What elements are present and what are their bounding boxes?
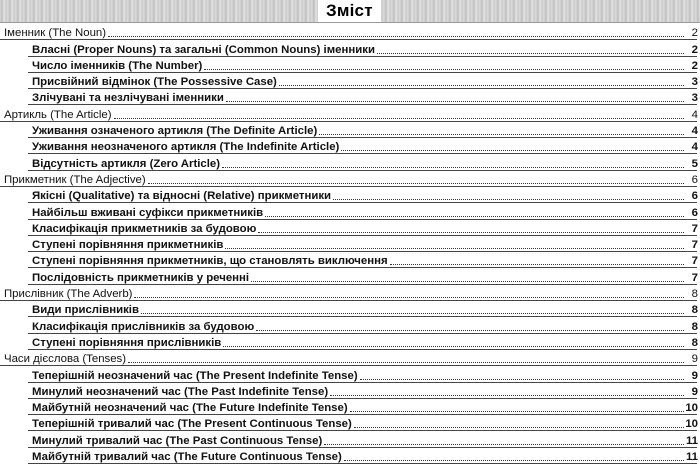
toc-entry-label: Класифікація прислівників за будовою [32, 320, 255, 333]
dot-leader [148, 173, 684, 184]
toc-entry-label: Уживання означеного артикля (The Definite Article) [32, 125, 318, 138]
toc-entry-page-number: 9 [691, 385, 698, 398]
toc-entry-label: Ступені порівняння прислівників [32, 336, 222, 349]
header-banner [0, 0, 700, 23]
toc-section-entry[interactable] [0, 236, 700, 252]
dot-leader [344, 450, 684, 461]
toc-section-entry[interactable] [0, 448, 700, 464]
toc-section-entry[interactable] [0, 220, 700, 236]
toc-section-entry[interactable] [0, 431, 700, 447]
toc-entry-label: Теперішній тривалий час (The Present Continuous Tense) [32, 418, 352, 431]
toc-entry-page-number: 7 [691, 239, 698, 252]
dot-leader [114, 108, 684, 119]
dot-leader [279, 75, 684, 86]
toc-entry-label: Послідовність прикметників у реченні [32, 271, 250, 284]
dot-leader [360, 369, 684, 380]
table-of-contents [0, 24, 700, 464]
toc-entry-label: Класифікація прикметників за будовою [32, 222, 257, 235]
toc-entry-label: Види прислівників [32, 304, 139, 317]
toc-entry-label: Найбільш вживані суфікси прикметників [32, 206, 264, 219]
dot-leader [390, 254, 684, 265]
toc-entry-page-number: 9 [691, 369, 698, 382]
dot-leader [251, 271, 684, 282]
toc-section-entry[interactable] [0, 252, 700, 268]
title-wrap [318, 0, 381, 22]
toc-section-entry[interactable] [0, 73, 700, 89]
toc-entry-page-number: 6 [691, 190, 698, 203]
toc-chapter-entry[interactable] [0, 285, 700, 301]
dot-leader [223, 336, 684, 347]
toc-entry-page-number: 3 [691, 92, 698, 105]
toc-entry-page-number: 4 [691, 108, 698, 121]
dot-leader [226, 91, 684, 102]
dot-leader [256, 320, 684, 331]
dot-leader [341, 140, 684, 151]
dot-leader [128, 352, 684, 363]
toc-entry-label: Часи дієслова (Tenses) [4, 353, 127, 366]
toc-entry-label: Присвійний відмінок (The Possessive Case) [32, 76, 277, 89]
toc-entry-page-number: 8 [691, 336, 698, 349]
toc-section-entry[interactable] [0, 383, 700, 399]
toc-section-entry[interactable] [0, 415, 700, 431]
toc-entry-page-number: 5 [691, 157, 698, 170]
toc-entry-label: Ступені порівняння прикметників [32, 239, 224, 252]
toc-entry-label: Іменник (The Noun) [4, 27, 107, 40]
toc-entry-page-number: 11 [685, 451, 698, 464]
toc-section-entry[interactable] [0, 57, 700, 73]
toc-entry-page-number: 8 [691, 288, 698, 301]
toc-entry-label: Ступені порівняння прикметників, що становлять виключення [32, 255, 388, 268]
toc-entry-page-number: 2 [691, 27, 698, 40]
page-title: Зміст [326, 1, 373, 20]
toc-chapter-entry[interactable] [0, 24, 700, 40]
dot-leader [134, 287, 684, 298]
toc-section-entry[interactable] [0, 187, 700, 203]
toc-entry-label: Теперішній неозначений час (The Present Indefinite Tense) [32, 369, 358, 382]
toc-entry-label: Майбутній неозначений час (The Future Indefinite Tense) [32, 402, 348, 415]
toc-entry-page-number: 2 [691, 59, 698, 72]
toc-entry-page-number: 6 [691, 173, 698, 186]
dot-leader [204, 59, 684, 70]
dot-leader [319, 124, 684, 135]
toc-entry-page-number: 8 [691, 320, 698, 333]
toc-entry-label: Відсутність артикля (Zero Article) [32, 157, 221, 170]
toc-section-entry[interactable] [0, 138, 700, 154]
toc-entry-page-number: 10 [685, 402, 698, 415]
toc-section-entry[interactable] [0, 334, 700, 350]
dot-leader [141, 303, 684, 314]
toc-entry-page-number: 3 [691, 76, 698, 89]
toc-entry-page-number: 9 [691, 353, 698, 366]
dot-leader [222, 157, 684, 168]
toc-entry-page-number: 7 [691, 222, 698, 235]
toc-entry-page-number: 10 [685, 418, 698, 431]
dot-leader [225, 238, 684, 249]
toc-section-entry[interactable] [0, 203, 700, 219]
dot-leader [258, 222, 684, 233]
toc-entry-label: Власні (Proper Nouns) та загальні (Common Nouns) іменники [32, 43, 375, 56]
toc-section-entry[interactable] [0, 301, 700, 317]
toc-chapter-entry[interactable] [0, 350, 700, 366]
toc-chapter-entry[interactable] [0, 105, 700, 121]
dot-leader [324, 434, 684, 445]
toc-section-entry[interactable] [0, 399, 700, 415]
toc-section-entry[interactable] [0, 154, 700, 170]
toc-entry-label: Прислівник (The Adverb) [4, 288, 133, 301]
toc-entry-label: Якісні (Qualitative) та відносні (Relative) прикметники [32, 190, 332, 203]
toc-entry-page-number: 7 [691, 271, 698, 284]
toc-section-entry[interactable] [0, 122, 700, 138]
toc-entry-label: Уживання неозначеного артикля (The Indefinite Article) [32, 141, 340, 154]
toc-entry-page-number: 6 [691, 206, 698, 219]
toc-entry-page-number: 4 [691, 141, 698, 154]
toc-chapter-entry[interactable] [0, 171, 700, 187]
toc-entry-label: Прикметник (The Adjective) [4, 173, 146, 186]
toc-entry-page-number: 8 [691, 304, 698, 317]
toc-entry-page-number: 11 [685, 434, 698, 447]
dot-leader [108, 26, 684, 37]
toc-entry-label: Минулий тривалий час (The Past Continuous Tense) [32, 434, 323, 447]
toc-entry-label: Артикль (The Article) [4, 108, 112, 121]
toc-section-entry[interactable] [0, 317, 700, 333]
toc-section-entry[interactable] [0, 89, 700, 105]
toc-section-entry[interactable] [0, 40, 700, 56]
toc-entry-label: Майбутній тривалий час (The Future Continuous Tense) [32, 451, 342, 464]
dot-leader [354, 417, 684, 428]
toc-entry-page-number: 4 [691, 125, 698, 138]
toc-entry-label: Злічувані та незлічувані іменники [32, 92, 224, 105]
toc-entry-page-number: 2 [691, 43, 698, 56]
dot-leader [330, 385, 684, 396]
toc-entry-page-number: 7 [691, 255, 698, 268]
toc-section-entry[interactable] [0, 268, 700, 284]
dot-leader [377, 43, 684, 54]
toc-section-entry[interactable] [0, 366, 700, 382]
toc-entry-label: Число іменників (The Number) [32, 59, 203, 72]
toc-entry-label: Минулий неозначений час (The Past Indefinite Tense) [32, 385, 329, 398]
dot-leader [265, 206, 684, 217]
dot-leader [333, 189, 684, 200]
dot-leader [350, 401, 684, 412]
